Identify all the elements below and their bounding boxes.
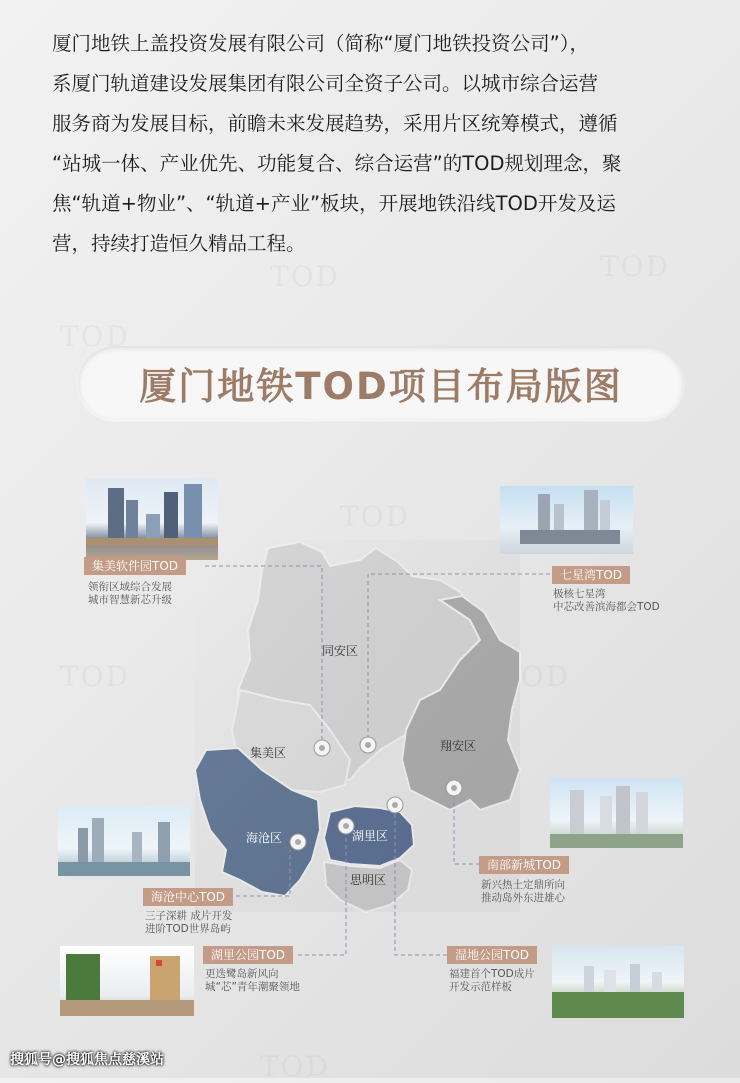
location-pin-icon[interactable] xyxy=(446,780,462,796)
district-label-jimei: 集美区 xyxy=(250,746,287,760)
location-pin-icon[interactable] xyxy=(360,737,376,753)
project-photo-jimei xyxy=(86,478,218,560)
source-watermark: 搜狐号@搜狐焦点慈溪站 xyxy=(10,1052,164,1068)
project-tag-jimei[interactable]: 集美软件园TOD xyxy=(84,557,186,575)
project-desc-qixingwan: 极核七星湾 中芯改善滨海都会TOD xyxy=(553,588,660,613)
district-label-xiangan: 翔安区 xyxy=(440,739,477,753)
project-photo-qixingwan xyxy=(500,486,633,554)
project-photo-haicang xyxy=(58,806,190,876)
location-pin-icon[interactable] xyxy=(290,834,306,850)
intro-line: 营，持续打造恒久精品工程。 xyxy=(52,232,306,255)
project-tag-huli[interactable]: 湖里公园TOD xyxy=(203,946,293,964)
project-desc-nanbu: 新兴热土定鼎所向 推动岛外东进雄心 xyxy=(481,879,565,904)
intro-line: 焦“轨道+物业”、“轨道+产业”板块，开展地铁沿线TOD开发及运 xyxy=(52,192,616,215)
intro-line: 服务商为发展目标，前瞻未来发展趋势，采用片区统筹模式，遵循 xyxy=(52,112,618,135)
location-pin-icon[interactable] xyxy=(338,818,354,834)
intro-line: 系厦门轨道建设发展集团有限公司全资子公司。以城市综合运营 xyxy=(52,72,599,95)
district-label-tongan: 同安区 xyxy=(322,644,359,658)
project-desc-jimei: 领衔区域综合发展 城市智慧新芯升级 xyxy=(88,581,172,606)
district-label-siming: 思明区 xyxy=(350,873,387,887)
project-desc-huli: 更迭鹭岛新风向 城“芯”青年潮聚领地 xyxy=(205,968,300,993)
project-tag-shidi[interactable]: 湿地公园TOD xyxy=(447,946,537,964)
project-tag-nanbu[interactable]: 南部新城TOD xyxy=(479,856,569,874)
intro-line: 厦门地铁上盖投资发展有限公司（简称“厦门地铁投资公司”）， xyxy=(52,32,589,55)
project-photo-huli xyxy=(60,946,194,1016)
district-label-huli: 湖里区 xyxy=(352,829,389,843)
location-pin-icon[interactable] xyxy=(387,797,403,813)
project-desc-shidi: 福建首个TOD成片 开发示范样板 xyxy=(449,968,535,993)
district-label-haicang: 海沧区 xyxy=(246,831,283,845)
project-tag-haicang[interactable]: 海沧中心TOD xyxy=(143,888,233,906)
intro-line: “站城一体、产业优先、功能复合、综合运营”的TOD规划理念，聚 xyxy=(52,152,622,175)
project-photo-shidi xyxy=(552,946,684,1018)
location-pin-icon[interactable] xyxy=(314,740,330,756)
page-title: 厦门地铁TOD项目布局版图 xyxy=(139,365,623,408)
project-photo-nanbu xyxy=(550,778,683,848)
project-tag-qixingwan[interactable]: 七星湾TOD xyxy=(552,566,630,584)
project-desc-haicang: 三子深耕 成片开发 进阶TOD世界岛屿 xyxy=(145,910,233,935)
